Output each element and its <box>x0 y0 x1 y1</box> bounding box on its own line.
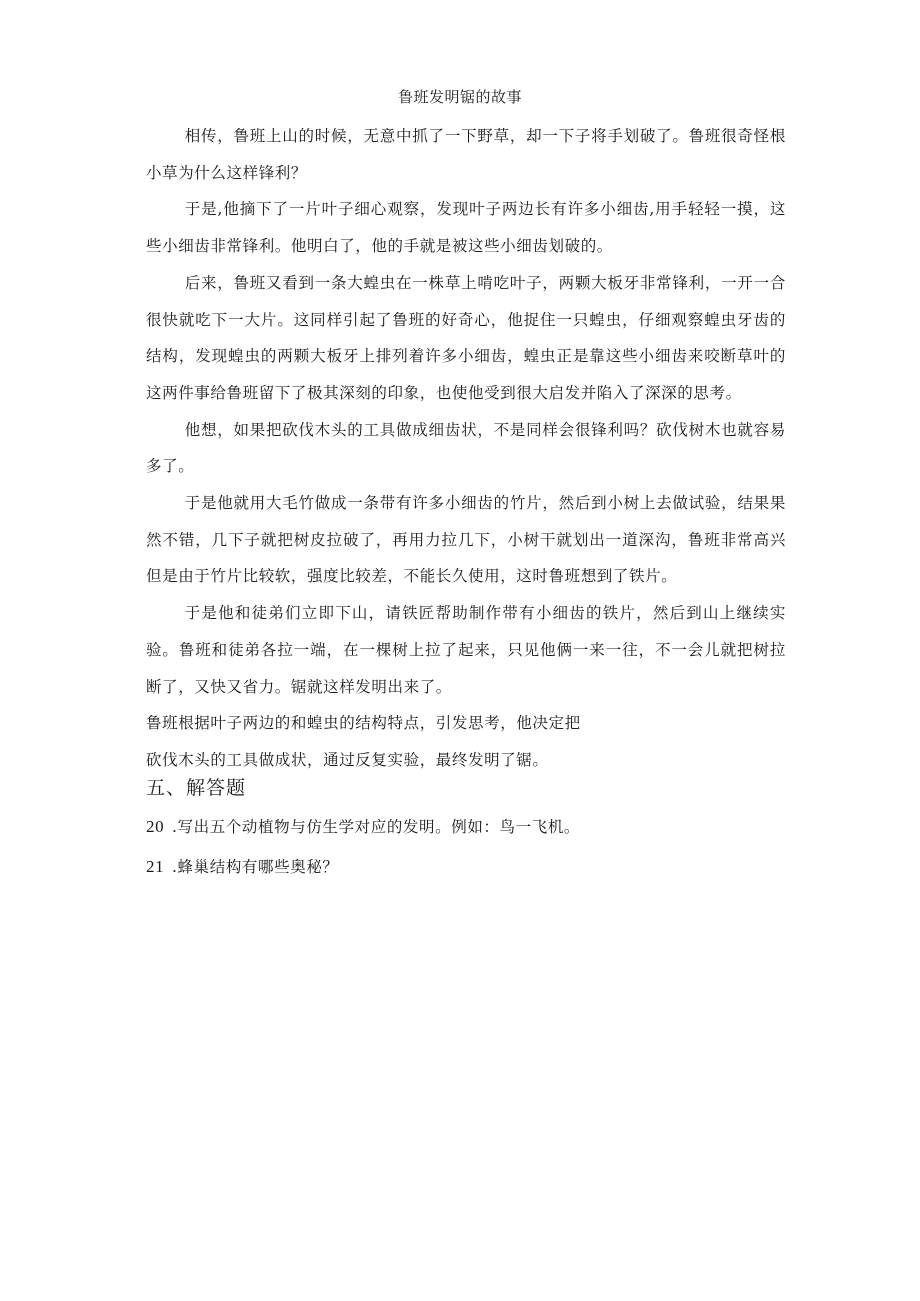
question-number: 20 <box>146 817 165 836</box>
paragraph-5: 于是他就用大毛竹做成一条带有许多小细齿的竹片，然后到小树上去做试验，结果果然不错，几下子就把树皮拉破了，再用力拉几下，小树干就划出一道深沟，鲁班非常高兴但是由于竹片比较软，强度比较差，不能长久使用，这时鲁班想到了铁片。 <box>146 494 786 586</box>
question-number: 21 <box>146 857 165 876</box>
paragraph-2: 于是,他摘下了一片叶子细心观察，发现叶子两边长有许多小细齿,用手轻轻一摸，这些小细齿非常锋利。他明白了，他的手就是被这些小细齿划破的。 <box>146 200 786 256</box>
question-20 <box>146 815 580 839</box>
paragraph-4: 他想，如果把砍伐木头的工具做成细齿状，不是同样会很锋利吗？砍伐树木也就容易多了。 <box>146 420 786 476</box>
paragraph-6: 于是他和徒弟们立即下山，请铁匠帮助制作带有小细齿的铁片，然后到山上继续实验。鲁班和徒弟各拉一端，在一棵树上拉了起来，只见他俩一来一往，不一会儿就把树拉断了，又快又省力。锯就这样发明出来了。 <box>146 604 786 696</box>
fill-blank-line-2: 砍伐木头的工具做成状，通过反复实验，最终发明了锯。 <box>146 750 549 769</box>
story-body <box>146 118 786 779</box>
question-text: .写出五个动植物与仿生学对应的发明。例如：鸟一飞机。 <box>172 818 581 836</box>
paragraph-1: 相传，鲁班上山的时候，无意中抓了一下野草，却一下子将手划破了。鲁班很奇怪根小草为什么这样锋利？ <box>146 127 786 182</box>
section-heading: 五、解答题 <box>146 777 247 799</box>
story-title: 鲁班发明锯的故事 <box>397 88 522 106</box>
fill-blank-line-1: 鲁班根据叶子两边的和蝗虫的结构特点，引发思考，他决定把 <box>146 714 581 733</box>
paragraph-3: 后来，鲁班又看到一条大蝗虫在一株草上啃吃叶子，两颗大板牙非常锋利，一开一合很快就吃下一大片。这同样引起了鲁班的好奇心，他捉住一只蝗虫，仔细观察蝗虫牙齿的结构，发现蝗虫的两颗大板牙上排列着许多小细齿，蝗虫正是靠这些小细齿来咬断草叶的这两件事给鲁班留下了极其深刻的印象，也使他受到很大启发并陷入了深深的思考。 <box>146 273 786 402</box>
question-text: .蜂巢结构有哪些奥秘？ <box>172 858 339 876</box>
question-21 <box>146 855 339 879</box>
